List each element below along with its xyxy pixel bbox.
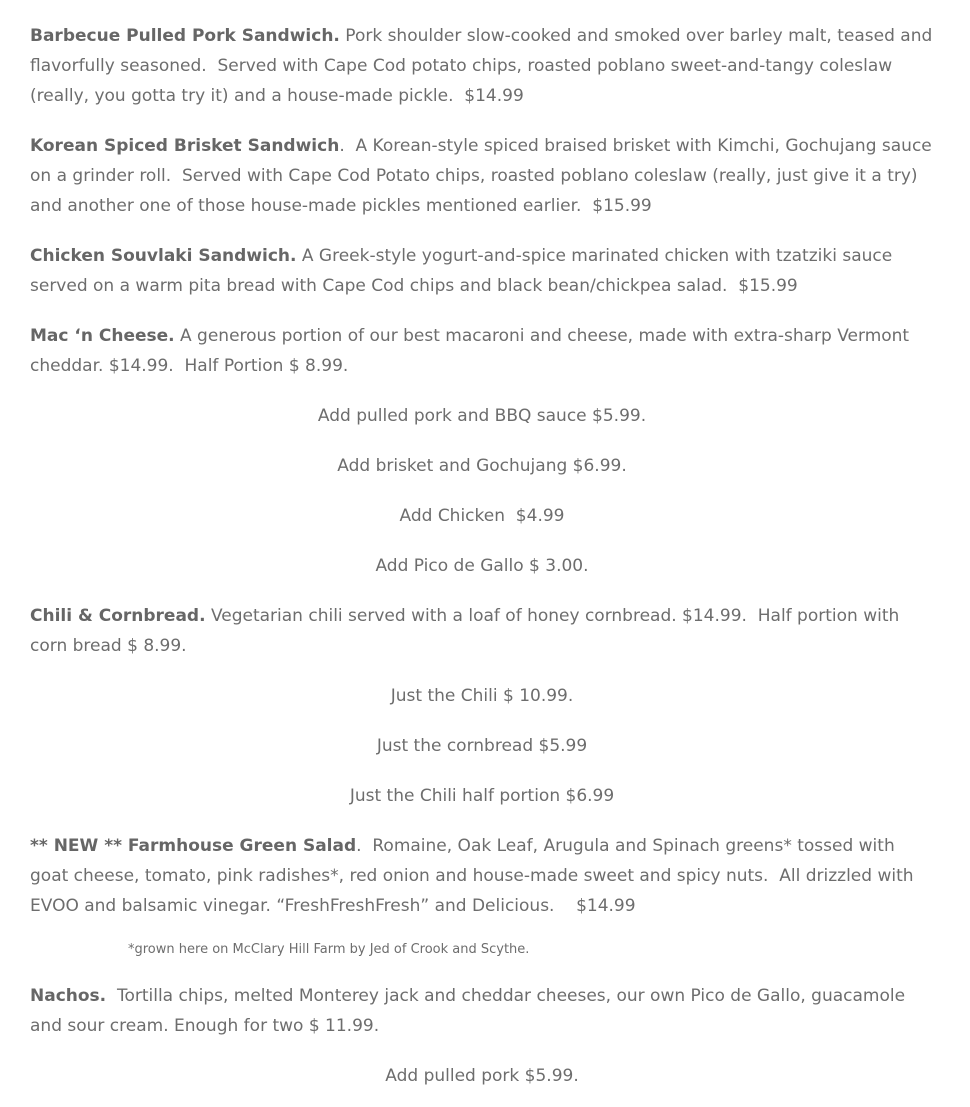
menu-item-name: Chicken Souvlaki Sandwich. bbox=[30, 246, 297, 266]
menu-item-description: Vegetarian chili served with a loaf of honey cornbread. $14.99. Half portion with corn bread $ 8.99. bbox=[30, 606, 905, 656]
menu-item-description: Pork shoulder slow-cooked and smoked over barley malt, teased and flavorfully seasoned. Served with Cape Cod potato chips, roasted poblano sweet-and-tangy coleslaw (really, you gotta try it) and a house-made pickle. $14.99 bbox=[30, 26, 938, 106]
menu-item-name: Nachos. bbox=[30, 986, 107, 1006]
chili-option-chili: Just the Chili $ 10.99. bbox=[390, 686, 574, 706]
menu-item-description: . Romaine, Oak Leaf, Arugula and Spinach greens* tossed with goat cheese, tomato, pink radishes*, red onion and house-made sweet and spicy nuts. All drizzled with EVOO and balsamic vinegar. “FreshFreshFresh” and Delicious. $14.99 bbox=[30, 836, 919, 916]
chili-option-half: Just the Chili half portion $6.99 bbox=[349, 786, 615, 806]
menu-item-description: . A Korean-style spiced braised brisket with Kimchi, Gochujang sauce on a grinder roll. Served with Cape Cod Potato chips, roasted poblano coleslaw (really, just give it a try) and another one of those house-made pickles mentioned earlier. $15.99 bbox=[30, 136, 938, 216]
menu-item-name: Barbecue Pulled Pork Sandwich. bbox=[30, 26, 340, 46]
menu-item-description: A generous portion of our best macaroni and cheese, made with extra-sharp Vermont cheddar. $14.99. Half Portion $ 8.99. bbox=[30, 326, 915, 376]
salad-footnote: *grown here on McClary Hill Farm by Jed of Crook and Scythe. bbox=[128, 942, 530, 957]
chili-option-cornbread: Just the cornbread $5.99 bbox=[376, 736, 588, 756]
menu-item-name: Chili & Cornbread. bbox=[30, 606, 206, 626]
menu-item-description: A Greek-style yogurt-and-spice marinated chicken with tzatziki sauce served on a warm pita bread with Cape Cod chips and black bean/chickpea salad. $15.99 bbox=[30, 246, 898, 296]
menu-item-korean-brisket bbox=[30, 131, 938, 221]
mac-addon-brisket: Add brisket and Gochujang $6.99. bbox=[337, 456, 627, 476]
menu-item-name: Mac ‘n Cheese. bbox=[30, 326, 175, 346]
menu-item-name: ** NEW ** Farmhouse Green Salad bbox=[30, 836, 357, 856]
nachos-addon-pulled-pork: Add pulled pork $5.99. bbox=[385, 1066, 579, 1086]
menu-item-farmhouse-salad bbox=[30, 831, 935, 921]
mac-addon-pico: Add Pico de Gallo $ 3.00. bbox=[375, 556, 589, 576]
menu-item-bbq-pork bbox=[30, 21, 938, 111]
menu-item-chicken-souvlaki bbox=[30, 241, 935, 301]
mac-addon-pulled-pork: Add pulled pork and BBQ sauce $5.99. bbox=[317, 406, 647, 426]
menu-item-mac-n-cheese bbox=[30, 321, 935, 381]
menu-item-name: Korean Spiced Brisket Sandwich bbox=[30, 136, 340, 156]
menu-item-chili-cornbread bbox=[30, 601, 935, 661]
mac-addon-chicken: Add Chicken $4.99 bbox=[399, 506, 565, 526]
menu-item-nachos bbox=[30, 981, 935, 1041]
menu-item-description: Tortilla chips, melted Monterey jack and cheddar cheeses, our own Pico de Gallo, guacamole and sour cream. Enough for two $ 11.99. bbox=[30, 986, 911, 1036]
